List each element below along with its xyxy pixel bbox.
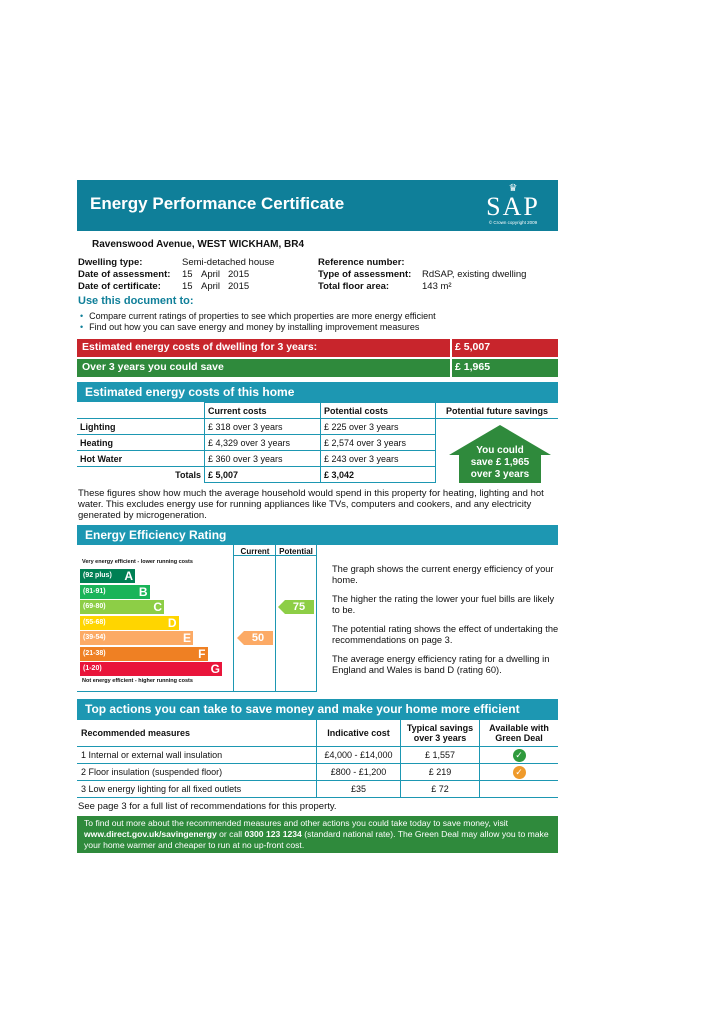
table-header-cell: Current costs: [205, 403, 321, 419]
certificate-header: [77, 180, 558, 231]
efficiency-text: The higher the rating the lower your fuel bills are likely to be.: [332, 594, 555, 615]
footer-banner: [77, 816, 558, 853]
table-header-cell: Potential future savings: [436, 403, 559, 419]
measure-cell: 3 Low energy lighting for all fixed outlets: [77, 781, 317, 798]
rating-band-range: (55-68): [83, 618, 106, 626]
savings-band: [77, 359, 558, 377]
costs-section-title: Estimated energy costs of this home: [85, 385, 295, 399]
estimated-cost-band: [77, 339, 558, 357]
chart-divider: [233, 545, 234, 691]
efficiency-section-title: Energy Efficiency Rating: [85, 528, 227, 542]
cost-cell: £4,000 - £14,000: [317, 747, 401, 764]
rating-band-range: (81-91): [83, 587, 106, 595]
green-deal-cell: [480, 764, 559, 781]
rating-band-letter: F: [198, 646, 206, 661]
band-divider: [450, 339, 452, 357]
potential-cost-cell: £ 2,574 over 3 years: [321, 435, 436, 451]
table-header-row: [77, 720, 558, 747]
estimated-cost-label: Estimated energy costs of dwelling for 3 years:: [82, 341, 318, 353]
rating-band-letter: A: [124, 569, 133, 583]
assessment-type-label: Type of assessment:: [318, 269, 412, 280]
bullet-icon: •: [80, 311, 84, 321]
check-icon: ✓: [513, 749, 526, 762]
inefficient-note: Not energy efficient - higher running costs: [82, 678, 193, 684]
date-assessment-day: 15: [182, 269, 193, 280]
check-icon: ✓: [513, 766, 526, 779]
table-header-cell: Available with Green Deal: [480, 720, 559, 747]
date-assessment-month: April: [201, 269, 221, 280]
band-divider: [450, 359, 452, 377]
footer-text-3: (standard national rate). The Green Deal may allow you to make your home warmer and cheaper to run at no up-front cost.: [84, 829, 549, 850]
efficiency-text: The potential rating shows the effect of undertaking the recommendations on page 3.: [332, 624, 559, 645]
certificate-title: Energy Performance Certificate: [90, 194, 345, 213]
footer-link[interactable]: www.direct.gov.uk/savingenergy: [84, 829, 217, 839]
actions-note: See page 3 for a full list of recommendations for this property.: [78, 801, 337, 812]
footer-text-2: or call: [216, 829, 245, 839]
use-bullet-text: Compare current ratings of properties to see which properties are more energy efficient: [89, 311, 436, 321]
table-header-cell: Indicative cost: [317, 720, 401, 747]
estimated-cost-value: £ 5,007: [455, 341, 491, 353]
sap-logo-text: SAP: [486, 192, 540, 221]
rating-band-range: (39-54): [83, 634, 106, 641]
cost-cell: £35: [317, 781, 401, 798]
rating-band-range: (92 plus): [83, 572, 112, 579]
rating-band-range: (21-38): [83, 649, 106, 657]
sap-logo: [478, 184, 548, 228]
use-bullet: [80, 322, 419, 332]
efficiency-text: The graph shows the current energy efficiency of your home.: [332, 564, 554, 585]
date-certificate-label: Date of certificate:: [78, 281, 161, 292]
rating-band-range: (1-20): [83, 665, 102, 672]
use-bullet: [80, 311, 436, 321]
table-header-cell: Recommended measures: [77, 720, 317, 747]
footer-text-1: To find out more about the recommended measures and other actions you could take today to save money, visit: [84, 818, 509, 828]
row-label: Lighting: [77, 419, 205, 435]
rating-band-letter: C: [153, 600, 162, 614]
green-deal-cell: [480, 781, 559, 798]
savings-cell: £ 1,557: [401, 747, 480, 764]
actions-section-header: [77, 699, 558, 719]
floor-area-value: 143 m²: [422, 281, 452, 292]
potential-column-label: Potential: [279, 547, 313, 556]
current-cost-cell: £ 360 over 3 years: [205, 451, 321, 467]
measure-cell: 2 Floor insulation (suspended floor): [77, 764, 317, 781]
savings-arrow-text: [449, 445, 551, 481]
savings-value: £ 1,965: [455, 361, 491, 373]
rating-band-d: [80, 616, 179, 630]
potential-cost-cell: £ 225 over 3 years: [321, 419, 436, 435]
actions-section-title: Top actions you can take to save money and make your home more efficient: [85, 702, 520, 716]
chart-divider: [316, 545, 317, 691]
chart-divider: [275, 545, 276, 691]
use-document-title: Use this document to:: [78, 295, 194, 307]
table-header-cell: Typical savings over 3 years: [401, 720, 480, 747]
current-rating-marker: [237, 631, 273, 645]
rating-band-e: [80, 631, 193, 645]
date-certificate-month: April: [201, 281, 221, 292]
rating-band-a: [80, 569, 135, 583]
assessment-type-value: RdSAP, existing dwelling: [422, 269, 527, 280]
dwelling-type-label: Dwelling type:: [78, 257, 143, 268]
table-header-row: [77, 403, 558, 419]
current-column-label: Current: [240, 547, 270, 556]
table-row: [77, 781, 558, 798]
rating-value: 75: [292, 601, 306, 613]
table-header-cell: [77, 403, 205, 419]
table-header-cell: Potential costs: [321, 403, 436, 419]
potential-cost-cell: £ 243 over 3 years: [321, 451, 436, 467]
efficiency-rating-chart: [77, 545, 317, 691]
potential-rating-marker: [278, 600, 314, 614]
current-cost-cell: £ 318 over 3 years: [205, 419, 321, 435]
rating-band-letter: G: [210, 662, 220, 676]
savings-line: over 3 years: [470, 469, 530, 480]
current-cost-cell: £ 4,329 over 3 years: [205, 435, 321, 451]
date-certificate-day: 15: [182, 281, 193, 292]
efficiency-text: The average energy efficiency rating for a dwelling in England and Wales is band D (rating 60).: [332, 654, 550, 675]
savings-cell: £ 219: [401, 764, 480, 781]
footer-phone: 0300 123 1234: [244, 829, 302, 839]
rating-band-g: [80, 662, 222, 676]
rating-band-letter: B: [138, 584, 148, 599]
measure-cell: 1 Internal or external wall insulation: [77, 747, 317, 764]
footer-text: [84, 818, 554, 851]
totals-current: £ 5,007: [205, 467, 321, 483]
rating-band-c: [80, 600, 164, 614]
totals-potential: £ 3,042: [321, 467, 436, 483]
date-certificate-year: 2015: [228, 281, 250, 292]
table-row: [77, 747, 558, 764]
rating-band-letter: E: [182, 631, 191, 645]
date-assessment-label: Date of assessment:: [78, 269, 171, 280]
bullet-icon: •: [80, 322, 84, 332]
savings-line: save £ 1,965: [470, 457, 530, 468]
costs-note: These figures show how much the average household would spend in this property for heating, lighting and hot water. This excludes energy use for running appliances like TVs, computers and cookers, and any electricity generated by microgeneration.: [78, 488, 544, 521]
row-label: Heating: [77, 435, 205, 451]
efficiency-section-header: [77, 525, 558, 545]
rating-band-b: [80, 585, 150, 599]
date-assessment-year: 2015: [228, 269, 250, 280]
dwelling-type-value: Semi-detached house: [182, 257, 275, 268]
table-row: [77, 764, 558, 781]
cost-cell: £800 - £1,200: [317, 764, 401, 781]
rating-band-range: (69-80): [83, 603, 106, 610]
savings-cell: £ 72: [401, 781, 480, 798]
crown-icon: ♛: [508, 183, 518, 194]
actions-table: [77, 719, 558, 798]
savings-label: Over 3 years you could save: [82, 361, 224, 373]
row-label: Hot Water: [77, 451, 205, 467]
rating-band-letter: D: [167, 615, 177, 630]
savings-arrow: [449, 425, 551, 483]
efficient-note: Very energy efficient - lower running costs: [82, 559, 193, 565]
costs-section-header: [77, 382, 558, 402]
savings-line: You could: [476, 445, 524, 456]
rating-value: 50: [251, 632, 265, 644]
totals-label: Totals: [77, 467, 205, 483]
rating-band-f: [80, 647, 208, 661]
logo-copyright: © Crown copyright 2009: [488, 220, 538, 225]
floor-area-label: Total floor area:: [318, 281, 390, 292]
use-bullet-text: Find out how you can save energy and money by installing improvement measures: [89, 322, 420, 332]
green-deal-cell: [480, 747, 559, 764]
property-address: Ravenswood Avenue, WEST WICKHAM, BR4: [92, 239, 305, 250]
reference-label: Reference number:: [318, 257, 405, 268]
